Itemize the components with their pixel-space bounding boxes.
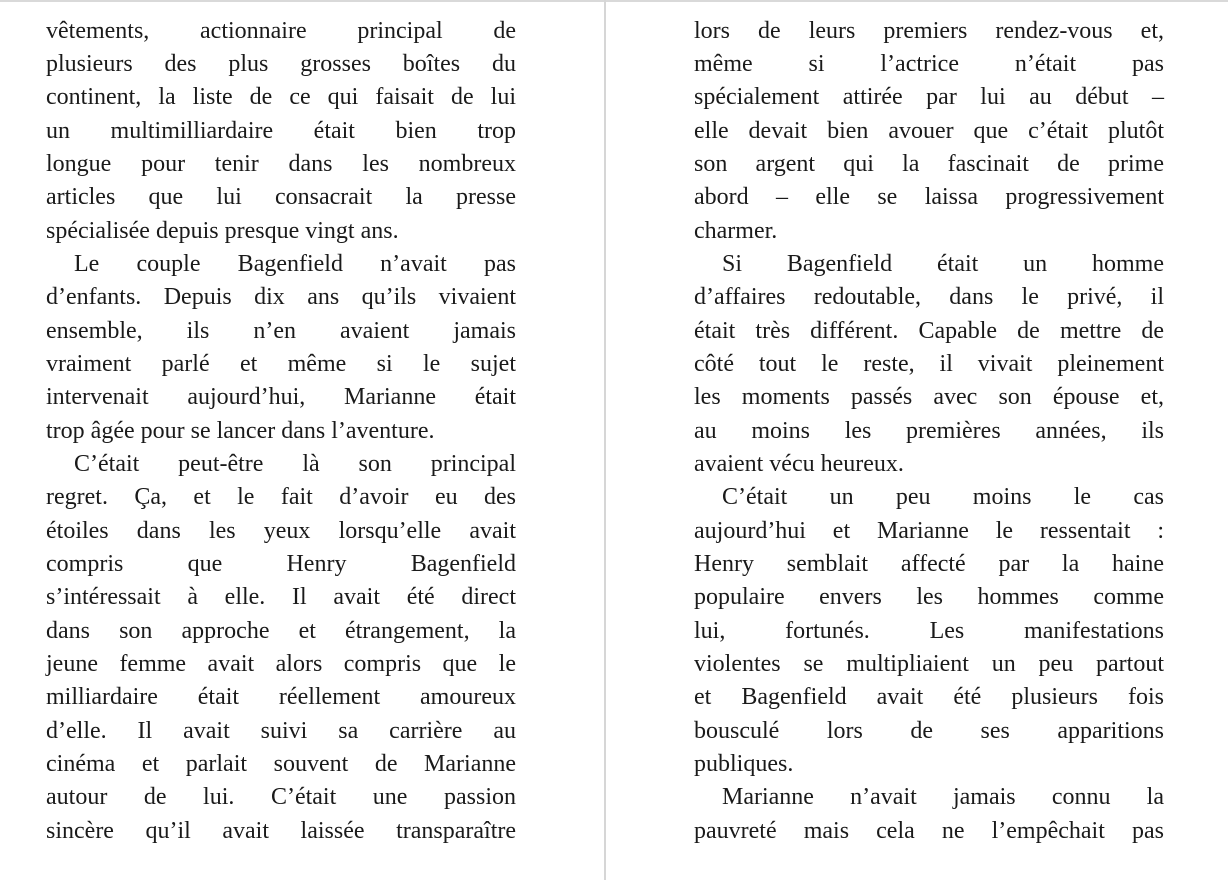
text-line: lors de leurs premiers rendez-vous et,: [694, 18, 1164, 44]
text-line: intervenait aujourd’hui, Marianne était: [46, 384, 516, 410]
text-line: publiques.: [694, 751, 794, 777]
text-line: abord – elle se laissa progressivement: [694, 184, 1164, 210]
text-line: étoiles dans les yeux lorsqu’elle avait: [46, 518, 516, 544]
text-line: spécialisée depuis presque vingt ans.: [46, 218, 399, 244]
text-line: Si Bagenfield était un homme: [722, 251, 1164, 277]
text-line: pauvreté mais cela ne l’empêchait pas: [694, 818, 1164, 844]
text-line: milliardaire était réellement amoureux: [46, 684, 516, 710]
text-line: regret. Ça, et le fait d’avoir eu des: [46, 484, 516, 510]
text-line: charmer.: [694, 218, 778, 244]
text-line: C’était peut-être là son principal: [74, 451, 516, 477]
text-line: Marianne n’avait jamais connu la: [722, 784, 1164, 810]
text-line: compris que Henry Bagenfield: [46, 551, 516, 577]
text-line: C’était un peu moins le cas: [722, 484, 1164, 510]
text-line: bousculé lors de ses apparitions: [694, 718, 1164, 744]
text-line: était très différent. Capable de mettre de: [694, 318, 1164, 344]
text-line: s’intéressait à elle. Il avait été direct: [46, 584, 516, 610]
text-line: même si l’actrice n’était pas: [694, 51, 1164, 77]
text-line: continent, la liste de ce qui faisait de lui: [46, 84, 516, 110]
text-line: aujourd’hui et Marianne le ressentait :: [694, 518, 1164, 544]
text-line: vêtements, actionnaire principal de: [46, 18, 516, 44]
text-line: et Bagenfield avait été plusieurs fois: [694, 684, 1164, 710]
text-line: elle devait bien avouer que c’était plutôt: [694, 118, 1164, 144]
text-line: d’enfants. Depuis dix ans qu’ils vivaient: [46, 284, 516, 310]
text-line: violentes se multipliaient un peu partout: [694, 651, 1164, 677]
text-line: plusieurs des plus grosses boîtes du: [46, 51, 516, 77]
top-rule: [0, 0, 1228, 2]
text-line: avaient vécu heureux.: [694, 451, 904, 477]
text-line: spécialement attirée par lui au début –: [694, 84, 1164, 110]
text-line: lui, fortunés. Les manifestations: [694, 618, 1164, 644]
text-line: dans son approche et étrangement, la: [46, 618, 516, 644]
text-line: populaire envers les hommes comme: [694, 584, 1164, 610]
text-line: vraiment parlé et même si le sujet: [46, 351, 516, 377]
page-divider: [604, 0, 606, 880]
text-line: articles que lui consacrait la presse: [46, 184, 516, 210]
text-line: les moments passés avec son épouse et,: [694, 384, 1164, 410]
text-line: cinéma et parlait souvent de Marianne: [46, 751, 516, 777]
text-line: jeune femme avait alors compris que le: [46, 651, 516, 677]
text-line: côté tout le reste, il vivait pleinement: [694, 351, 1164, 377]
text-line: au moins les premières années, ils: [694, 418, 1164, 444]
text-line: ensemble, ils n’en avaient jamais: [46, 318, 516, 344]
text-line: Le couple Bagenfield n’avait pas: [74, 251, 516, 277]
text-line: son argent qui la fascinait de prime: [694, 151, 1164, 177]
text-line: trop âgée pour se lancer dans l’aventure.: [46, 418, 435, 444]
text-line: d’affaires redoutable, dans le privé, il: [694, 284, 1164, 310]
text-line: Henry semblait affecté par la haine: [694, 551, 1164, 577]
text-line: d’elle. Il avait suivi sa carrière au: [46, 718, 516, 744]
text-line: un multimilliardaire était bien trop: [46, 118, 516, 144]
text-line: longue pour tenir dans les nombreux: [46, 151, 516, 177]
text-line: autour de lui. C’était une passion: [46, 784, 516, 810]
text-line: sincère qu’il avait laissée transparaître: [46, 818, 516, 844]
